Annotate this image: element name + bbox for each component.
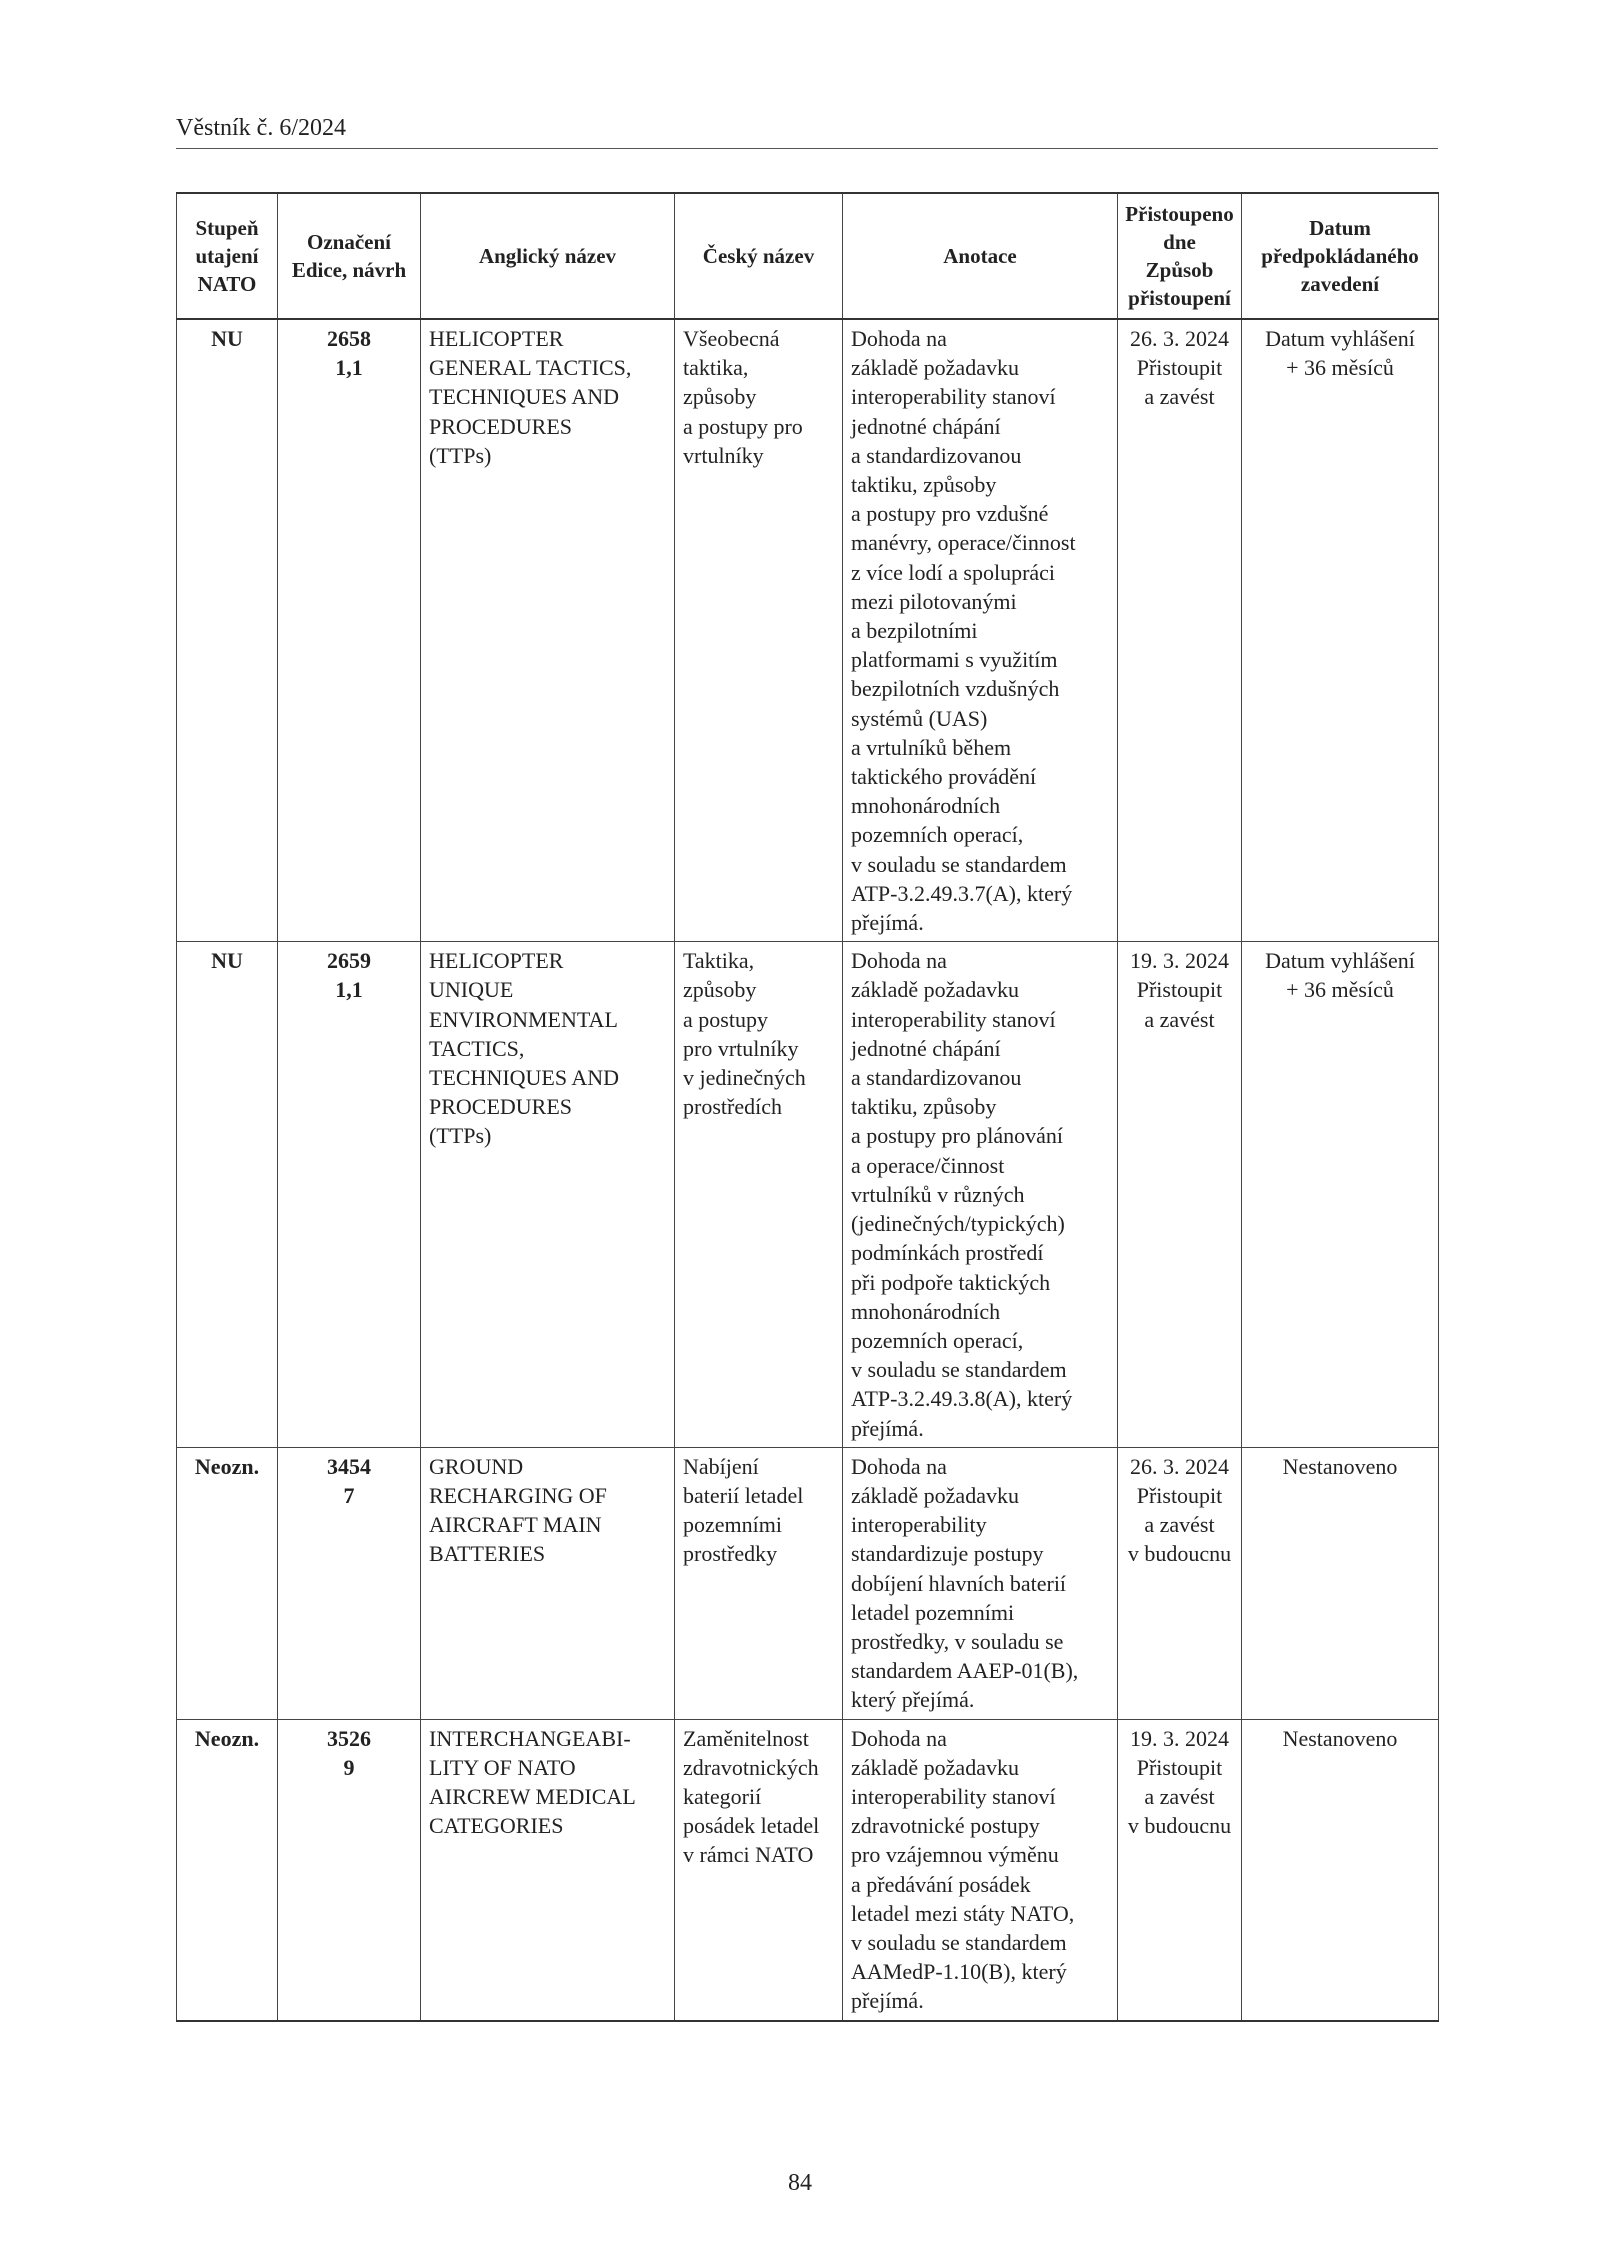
czech-name-cell: [675, 319, 843, 942]
text-line: a vrtulníků během: [851, 734, 1012, 760]
col-english-name-header: [421, 193, 675, 319]
implementation-cell: [1242, 319, 1439, 942]
text-line: GROUND: [429, 1453, 524, 1479]
text-line: a postupy pro plánování: [851, 1123, 1064, 1149]
table-row: [177, 1719, 1439, 2021]
text-line: taktického provádění: [851, 764, 1037, 790]
edition-number: 1,1: [335, 355, 363, 381]
text-line: taktika,: [683, 355, 749, 381]
text-line: Dohoda na: [851, 326, 947, 351]
header-line: přistoupení: [1128, 286, 1231, 310]
classification-cell: Neozn.: [177, 1447, 278, 1719]
text-line: ATP-3.2.49.3.7(A), který: [851, 880, 1073, 906]
edition-number: 7: [343, 1482, 355, 1508]
text-line: při podpoře taktických: [851, 1269, 1051, 1295]
designation-cell: [278, 942, 421, 1447]
text-line: RECHARGING OF: [429, 1482, 607, 1508]
text-line: systémů (UAS): [851, 705, 988, 731]
english-name-cell: [421, 319, 675, 942]
text-line: a zavést: [1144, 1783, 1215, 1809]
designation-cell: [278, 1719, 421, 2021]
text-line: pozemními: [683, 1512, 782, 1538]
text-line: letadel mezi státy NATO,: [851, 1900, 1075, 1926]
text-line: a zavést: [1144, 1512, 1215, 1538]
text-line: Dohoda na: [851, 1453, 947, 1479]
header-line: NATO: [197, 272, 257, 296]
header-line: Označení: [307, 230, 391, 254]
annotation-cell: [843, 1719, 1118, 2021]
col-classification-header: [177, 193, 278, 319]
text-line: Nestanoveno: [1282, 1725, 1398, 1751]
english-name-cell: [421, 1719, 675, 2021]
text-line: ATP-3.2.49.3.8(A), který: [851, 1386, 1073, 1412]
text-line: INTERCHANGEABI-: [429, 1725, 631, 1751]
czech-name-cell: [675, 942, 843, 1447]
text-line: v souladu se standardem: [851, 1929, 1067, 1955]
text-line: + 36 měsíců: [1286, 977, 1394, 1003]
text-line: letadel pozemními: [851, 1599, 1015, 1625]
text-line: manévry, operace/činnost: [851, 530, 1076, 556]
text-line: v jedinečných: [683, 1065, 806, 1091]
text-line: + 36 měsíců: [1286, 355, 1394, 381]
header-line: Stupeň: [195, 216, 259, 240]
text-line: dobíjení hlavních baterií: [851, 1570, 1067, 1596]
english-name-cell: [421, 1447, 675, 1719]
text-line: vrtulníky: [683, 442, 764, 468]
stanag-number: 3526: [327, 1725, 371, 1751]
text-line: (TTPs): [429, 1123, 492, 1149]
stanag-number: 2659: [327, 948, 371, 974]
text-line: TACTICS,: [429, 1035, 525, 1061]
col-czech-name-header: [675, 193, 843, 319]
text-line: interoperability stanoví: [851, 1006, 1056, 1032]
text-line: Datum vyhlášení: [1265, 948, 1415, 974]
text-line: zdravotnických: [683, 1754, 819, 1780]
text-line: posádek letadel: [683, 1813, 820, 1839]
text-line: Dohoda na: [851, 948, 947, 974]
text-line: v budoucnu: [1127, 1813, 1232, 1839]
header-line: Edice, návrh: [291, 258, 407, 282]
text-line: GENERAL TACTICS,: [429, 355, 632, 381]
text-line: a standardizovanou: [851, 442, 1022, 468]
edition-number: 9: [343, 1754, 355, 1780]
text-line: přejímá.: [851, 1988, 924, 2014]
text-line: PROCEDURES: [429, 413, 573, 439]
text-line: základě požadavku: [851, 977, 1019, 1003]
annotation-cell: [843, 942, 1118, 1447]
text-line: AAMedP-1.10(B), který: [851, 1959, 1067, 1985]
bulletin-title: Věstník č. 6/2024: [176, 115, 346, 141]
text-line: Taktika,: [683, 948, 755, 974]
text-line: LITY OF NATO: [429, 1754, 576, 1780]
text-line: interoperability stanoví: [851, 1783, 1056, 1809]
text-line: 19. 3. 2024: [1130, 948, 1229, 974]
text-line: Přistoupit: [1136, 355, 1223, 381]
text-line: baterií letadel: [683, 1482, 804, 1508]
header-line: utajení: [195, 244, 259, 268]
header-line: Způsob: [1145, 258, 1214, 282]
accession-cell: [1118, 319, 1242, 942]
text-line: prostředích: [683, 1094, 782, 1120]
header-line: Přistoupeno: [1125, 202, 1234, 226]
text-line: PROCEDURES: [429, 1094, 573, 1120]
page-number: 84: [788, 2170, 812, 2196]
text-line: základě požadavku: [851, 1482, 1019, 1508]
classification-cell: NU: [177, 319, 278, 942]
text-line: Všeobecná: [683, 326, 780, 351]
text-line: 26. 3. 2024: [1130, 326, 1229, 351]
accession-cell: [1118, 942, 1242, 1447]
text-line: standardem AAEP-01(B),: [851, 1658, 1079, 1684]
text-line: mezi pilotovanými: [851, 588, 1017, 614]
text-line: vrtulníků v různých: [851, 1181, 1025, 1207]
text-line: v rámci NATO: [683, 1842, 814, 1868]
col-designation-header: [278, 193, 421, 319]
czech-name-cell: [675, 1719, 843, 2021]
classification-cell: NU: [177, 942, 278, 1447]
text-line: HELICOPTER: [429, 326, 564, 351]
text-line: 19. 3. 2024: [1130, 1725, 1229, 1751]
text-line: kategorií: [683, 1783, 762, 1809]
accession-cell: [1118, 1719, 1242, 2021]
col-implementation-header: [1242, 193, 1439, 319]
text-line: způsoby: [683, 977, 757, 1003]
text-line: a postupy pro: [683, 413, 803, 439]
text-line: Přistoupit: [1136, 1754, 1223, 1780]
text-line: taktiku, způsoby: [851, 1094, 997, 1120]
text-line: (TTPs): [429, 442, 492, 468]
header-line: Anglický název: [478, 244, 617, 268]
text-line: pozemních operací,: [851, 822, 1024, 848]
text-line: z více lodí a spolupráci: [851, 559, 1056, 585]
text-line: (jedinečných/typických): [851, 1211, 1065, 1237]
annotation-cell: [843, 1447, 1118, 1719]
col-accession-header: [1118, 193, 1242, 319]
text-line: podmínkách prostředí: [851, 1240, 1044, 1266]
text-line: a standardizovanou: [851, 1065, 1022, 1091]
text-line: v souladu se standardem: [851, 851, 1067, 877]
text-line: přejímá.: [851, 910, 924, 936]
text-line: Zaměnitelnost: [683, 1725, 809, 1751]
text-line: způsoby: [683, 384, 757, 410]
classification-cell: Neozn.: [177, 1719, 278, 2021]
text-line: a postupy: [683, 1006, 768, 1032]
text-line: a předávání posádek: [851, 1871, 1031, 1897]
text-line: taktiku, způsoby: [851, 472, 997, 498]
text-line: TECHNIQUES AND: [429, 384, 620, 410]
text-line: a zavést: [1144, 1006, 1215, 1032]
header-line: Český název: [702, 244, 815, 268]
text-line: přejímá.: [851, 1415, 924, 1441]
czech-name-cell: [675, 1447, 843, 1719]
text-line: AIRCRAFT MAIN: [429, 1512, 602, 1538]
text-line: mnohonárodních: [851, 1298, 1001, 1324]
text-line: Přistoupit: [1136, 1482, 1223, 1508]
table-row: [177, 1447, 1439, 1719]
text-line: AIRCREW MEDICAL: [429, 1783, 636, 1809]
text-line: standardizuje postupy: [851, 1541, 1044, 1567]
text-line: jednotné chápání: [851, 413, 1001, 439]
text-line: prostředky: [683, 1541, 778, 1567]
header-line: předpokládaného: [1261, 244, 1419, 268]
text-line: interoperability stanoví: [851, 384, 1056, 410]
text-line: interoperability: [851, 1512, 987, 1538]
text-line: a operace/činnost: [851, 1152, 1005, 1178]
table-header-row: [177, 193, 1439, 319]
text-line: CATEGORIES: [429, 1813, 564, 1839]
text-line: platformami s využitím: [851, 647, 1058, 673]
text-line: zdravotnické postupy: [851, 1813, 1040, 1839]
header-line: Datum: [1309, 216, 1371, 240]
text-line: bezpilotních vzdušných: [851, 676, 1060, 702]
text-line: a zavést: [1144, 384, 1215, 410]
text-line: Nestanoveno: [1282, 1453, 1398, 1479]
text-line: pozemních operací,: [851, 1327, 1024, 1353]
implementation-cell: [1242, 1447, 1439, 1719]
text-line: prostředky, v souladu se: [851, 1628, 1064, 1654]
text-line: TECHNIQUES AND: [429, 1065, 620, 1091]
text-line: a bezpilotními: [851, 618, 978, 644]
stanag-number: 2658: [327, 326, 371, 351]
text-line: mnohonárodních: [851, 793, 1001, 819]
table-row: [177, 319, 1439, 942]
table-row: [177, 942, 1439, 1447]
text-line: jednotné chápání: [851, 1035, 1001, 1061]
header-line: dne: [1163, 230, 1196, 254]
text-line: BATTERIES: [429, 1541, 546, 1567]
implementation-cell: [1242, 942, 1439, 1447]
stanag-number: 3454: [327, 1453, 371, 1479]
text-line: Dohoda na: [851, 1725, 947, 1751]
col-annotation-header: [843, 193, 1118, 319]
text-line: v budoucnu: [1127, 1541, 1232, 1567]
edition-number: 1,1: [335, 977, 363, 1003]
text-line: a postupy pro vzdušné: [851, 501, 1049, 527]
table-body: [177, 319, 1439, 2021]
accession-cell: [1118, 1447, 1242, 1719]
text-line: pro vrtulníky: [683, 1035, 799, 1061]
annotation-cell: [843, 319, 1118, 942]
text-line: UNIQUE: [429, 977, 514, 1003]
english-name-cell: [421, 942, 675, 1447]
text-line: který přejímá.: [851, 1687, 975, 1713]
text-line: Nabíjení: [683, 1453, 759, 1479]
text-line: základě požadavku: [851, 355, 1019, 381]
text-line: základě požadavku: [851, 1754, 1019, 1780]
text-line: HELICOPTER: [429, 948, 564, 974]
standards-table: [176, 192, 1439, 2022]
implementation-cell: [1242, 1719, 1439, 2021]
designation-cell: [278, 319, 421, 942]
header-line: Anotace: [943, 244, 1017, 268]
text-line: ENVIRONMENTAL: [429, 1006, 618, 1032]
text-line: Datum vyhlášení: [1265, 326, 1415, 351]
text-line: 26. 3. 2024: [1130, 1453, 1229, 1479]
header-line: zavedení: [1300, 272, 1380, 296]
designation-cell: [278, 1447, 421, 1719]
text-line: pro vzájemnou výměnu: [851, 1842, 1059, 1868]
page-header: [176, 112, 1438, 149]
text-line: v souladu se standardem: [851, 1357, 1067, 1383]
text-line: Přistoupit: [1136, 977, 1223, 1003]
